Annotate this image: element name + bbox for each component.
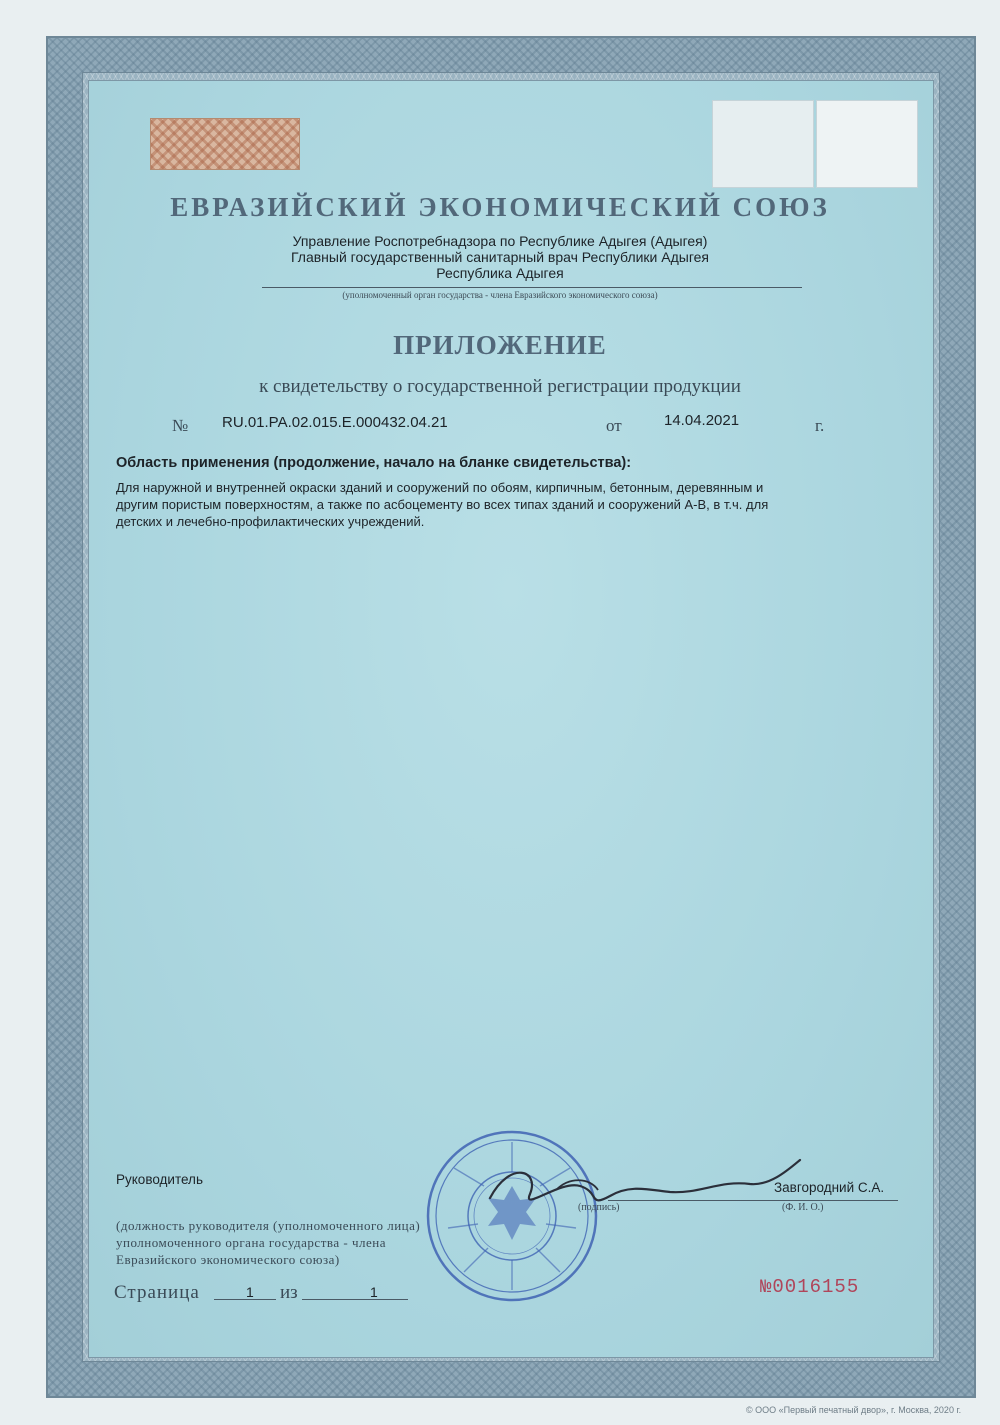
authority-line-2: Главный государственный санитарный врач Республики Адыгея: [290, 249, 710, 265]
page-total-underline: [302, 1299, 408, 1300]
number-label: №: [172, 416, 189, 435]
certificate-date: 14.04.2021: [664, 412, 740, 429]
scope-text: Для наружной и внутренней окраски зданий и сооружений по обоям, кирпичным, бетонным, деревянным и другим пористым поверхностям, а также по асбоцементу во всех типах зданий и сооружений А-В, в т.ч. для детских и лечебно-профилактических учреждений.: [116, 480, 769, 529]
authority-block: [0, 233, 1000, 281]
document-heading: ПРИЛОЖЕНИЕ: [393, 330, 607, 360]
union-title: ЕВРАЗИЙСКИЙ ЭКОНОМИЧЕСКИЙ СОЮЗ: [170, 192, 830, 222]
printer-note: © ООО «Первый печатный двор», г. Москва, 2020 г.: [746, 1405, 962, 1415]
page-of-label: из: [280, 1282, 298, 1303]
date-label: от: [606, 416, 622, 435]
authority-note: (уполномоченный орган государства - члена Евразийского экономического союза): [342, 290, 658, 300]
authority-line-1: Управление Роспотребнадзора по Республике Адыгея (Адыгея): [292, 233, 708, 249]
position-note: (должность руководителя (уполномоченного лица) уполномоченного органа государства - члена Евразийского экономического союза): [116, 1218, 421, 1267]
certificate-number: RU.01.PA.02.015.E.000432.04.21: [222, 414, 448, 431]
authority-underline: [262, 287, 802, 288]
page-label: Страница: [114, 1282, 200, 1303]
registration-box-left: [712, 100, 814, 188]
head-label: Руководитель: [116, 1172, 203, 1187]
fio-note: (Ф. И. О.): [782, 1202, 824, 1213]
registration-box-right: [816, 100, 918, 188]
year-label: г.: [815, 416, 825, 435]
signature-note: (подпись): [578, 1202, 620, 1213]
page-total: 1: [370, 1284, 378, 1300]
form-serial-number: №0016155: [760, 1276, 860, 1298]
scope-title: Область применения (продолжение, начало на бланке свидетельства):: [116, 455, 632, 471]
page-current: 1: [246, 1284, 254, 1300]
signatory-name: Завгородний С.А.: [774, 1180, 885, 1195]
signature-icon: [470, 1150, 810, 1220]
document-subheading: к свидетельству о государственной регистрации продукции: [259, 376, 741, 397]
hologram-strip: [150, 118, 300, 170]
page-current-underline: [214, 1299, 276, 1300]
authority-line-3: Республика Адыгея: [436, 265, 564, 281]
signature-underline: [608, 1200, 898, 1201]
